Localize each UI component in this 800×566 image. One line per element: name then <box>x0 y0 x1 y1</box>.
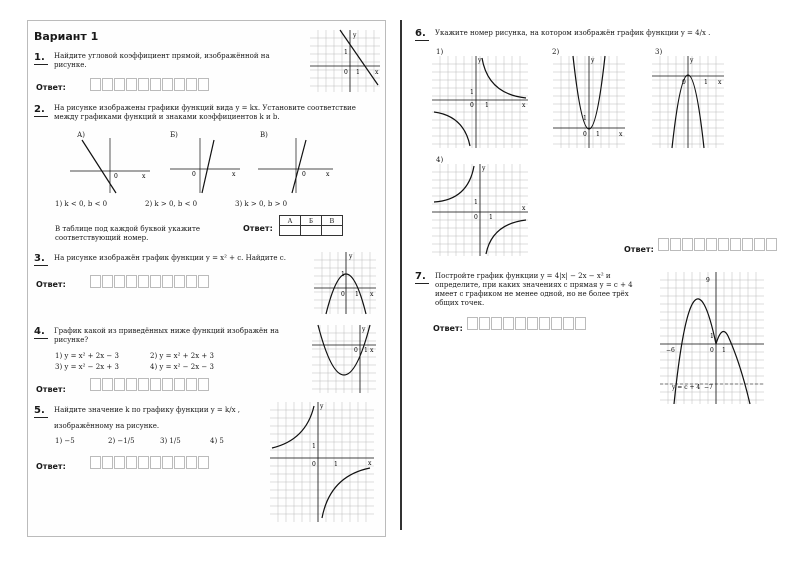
t2-table-header-c: В <box>322 216 343 226</box>
task-4-number: 4. <box>34 326 45 337</box>
task-7-answer-label: Ответ: <box>433 324 463 333</box>
t6g4-y-one: 1 <box>474 199 478 206</box>
t6g3-y: y <box>690 57 694 64</box>
t1-one: 1 <box>356 69 360 76</box>
task-3-number: 3. <box>34 253 45 264</box>
t6g3-zero: 0 <box>682 79 686 86</box>
task-6-number: 6. <box>415 28 426 39</box>
t1-x-label: x <box>375 69 379 76</box>
task-1-text: Найдите угловой коэффициент прямой, изображённой на рисунке. <box>54 52 270 69</box>
t2a-zero: 0 <box>114 173 118 180</box>
t2c-x: x <box>326 171 330 178</box>
t6g2-x: x <box>619 131 623 138</box>
t2-answer-table[interactable] <box>279 215 343 236</box>
t2-table-header-b: Б <box>301 216 322 226</box>
t6g3-one: 1 <box>704 79 708 86</box>
t6-label-1: 1) <box>436 48 444 56</box>
task-5-text: Найдите значение k по графику функции y = k/x , <box>54 406 241 414</box>
t3-one: 1 <box>355 291 359 298</box>
task-6-answer-label: Ответ: <box>624 245 654 254</box>
t5-zero: 0 <box>312 461 316 468</box>
task-6-text: Укажите номер рисунка, на котором изображён график функции y = 4/x . <box>435 29 711 37</box>
t6g1-x: x <box>522 102 526 109</box>
t6g1-zero: 0 <box>470 102 474 109</box>
task-1-answer-field[interactable] <box>90 78 210 91</box>
t2-option-3: 3) k > 0, b > 0 <box>235 200 288 208</box>
task-6-graph-1 <box>432 56 528 148</box>
t6g4-one: 1 <box>489 214 493 221</box>
t6g1-one: 1 <box>485 102 489 109</box>
t5-option-3: 3) 1/5 <box>160 437 181 445</box>
t2-option-1: 1) k < 0, b < 0 <box>55 200 108 208</box>
t2-table-cell-c[interactable] <box>322 226 343 236</box>
t6g2-y-one: 1 <box>583 115 587 122</box>
t6g2-zero: 0 <box>583 131 587 138</box>
task-2-graph-a <box>70 138 150 193</box>
t6-label-4: 4) <box>436 156 444 164</box>
t2-option-2: 2) k > 0, b < 0 <box>145 200 198 208</box>
t6g2-y: y <box>591 57 595 64</box>
t6g4-y: y <box>482 165 486 172</box>
t1-y-label: y <box>353 32 357 39</box>
t2-table-header-a: А <box>280 216 301 226</box>
task-4-answer-label: Ответ: <box>36 385 66 394</box>
task-5-graph <box>270 402 374 522</box>
t5-one: 1 <box>334 461 338 468</box>
t5-option-1: 1) −5 <box>55 437 75 445</box>
t4-one: 1 <box>364 347 368 354</box>
task-2-graph-b <box>170 138 240 193</box>
t7-y-nine: 9 <box>706 277 710 284</box>
task-6-graph-4 <box>432 164 528 256</box>
t6g4-x: x <box>522 205 526 212</box>
t2-table-cell-a[interactable] <box>280 226 301 236</box>
t6-label-2: 2) <box>552 48 560 56</box>
task-5-answer-field[interactable] <box>90 456 210 469</box>
task-3-graph <box>314 252 376 314</box>
task-4-text: График какой из приведённых ниже функций изображён на рисунке? <box>54 327 279 344</box>
t2b-zero: 0 <box>192 171 196 178</box>
t5-x: x <box>368 460 372 467</box>
t4-option-3: 3) y = x² − 2x + 3 <box>55 363 119 371</box>
task-7-text: Постройте график функции y = 4|x| − 2x − x² и определите, при каких значениях c прямая y = c + 4 имеет с графиком не менее одной, но не более трёх общих точек. <box>435 272 633 307</box>
t3-x: x <box>370 291 374 298</box>
task-2-number: 2. <box>34 104 45 115</box>
t2-label-b: Б) <box>170 131 178 139</box>
task-6-answer-field[interactable] <box>658 238 778 251</box>
task-4-graph <box>312 325 376 393</box>
variant-title: Вариант 1 <box>34 30 99 43</box>
task-5-number: 5. <box>34 405 45 416</box>
center-divider <box>400 20 402 530</box>
task-3-text: На рисунке изображён график функции y = x² + c. Найдите c. <box>54 254 286 262</box>
t4-y: y <box>362 326 366 333</box>
t7-minus-seven: −7 <box>704 384 713 391</box>
t4-option-4: 4) y = x² − 2x − 3 <box>150 363 214 371</box>
t5-y-one: 1 <box>312 443 316 450</box>
t3-zero: 0 <box>341 291 345 298</box>
task-2-text: На рисунке изображены графики функций вида y = kx. Установите соответствие между графиками функций и знаками коэффициентов k и b. <box>54 104 356 121</box>
task-7-number: 7. <box>415 271 426 282</box>
t2-table-cell-b[interactable] <box>301 226 322 236</box>
t6g2-one: 1 <box>596 131 600 138</box>
t2-label-c: В) <box>260 131 268 139</box>
t6g3-x: x <box>718 79 722 86</box>
t2a-x: x <box>142 173 146 180</box>
task-2-graph-c <box>258 138 333 193</box>
t7-x-one: 1 <box>722 347 726 354</box>
t6g4-zero: 0 <box>474 214 478 221</box>
task-7-answer-field[interactable] <box>467 317 587 330</box>
t5-option-4: 4) 5 <box>210 437 224 445</box>
task-4-answer-field[interactable] <box>90 378 210 391</box>
t7-zero: 0 <box>710 347 714 354</box>
t1-y-one: 1 <box>344 49 348 56</box>
t1-zero: 0 <box>344 69 348 76</box>
t2-label-a: А) <box>77 131 86 139</box>
task-1-graph <box>310 30 380 92</box>
t4-option-2: 2) y = x² + 2x + 3 <box>150 352 214 360</box>
t7-x-minus-six: −6 <box>666 347 675 354</box>
task-6-graph-2 <box>553 56 625 148</box>
task-3-answer-field[interactable] <box>90 275 210 288</box>
t6-label-3: 3) <box>655 48 663 56</box>
task-5-text-2: изображённому на рисунке. <box>54 422 160 430</box>
task-6-graph-3 <box>652 56 724 148</box>
t2-instruction: В таблице под каждой буквой укажите соответствующий номер. <box>55 225 200 242</box>
t3-y-one: 1 <box>341 271 345 278</box>
t3-y: y <box>349 253 353 260</box>
t7-y-one: 1 <box>710 333 714 340</box>
t6g1-y: y <box>478 57 482 64</box>
t4-option-1: 1) y = x² + 2x − 3 <box>55 352 119 360</box>
t7-line-label: y = c + 4 <box>672 384 701 391</box>
t5-option-2: 2) −1/5 <box>108 437 135 445</box>
t2b-x: x <box>232 171 236 178</box>
t6g1-y-one: 1 <box>470 89 474 96</box>
task-5-answer-label: Ответ: <box>36 462 66 471</box>
task-1-number: 1. <box>34 52 45 63</box>
t5-y: y <box>320 403 324 410</box>
task-3-answer-label: Ответ: <box>36 280 66 289</box>
task-7-graph <box>660 272 764 404</box>
t4-x: x <box>370 347 374 354</box>
t2c-zero: 0 <box>302 171 306 178</box>
t4-zero: 0 <box>354 347 358 354</box>
task-2-answer-label: Ответ: <box>243 224 273 233</box>
task-1-answer-label: Ответ: <box>36 83 66 92</box>
